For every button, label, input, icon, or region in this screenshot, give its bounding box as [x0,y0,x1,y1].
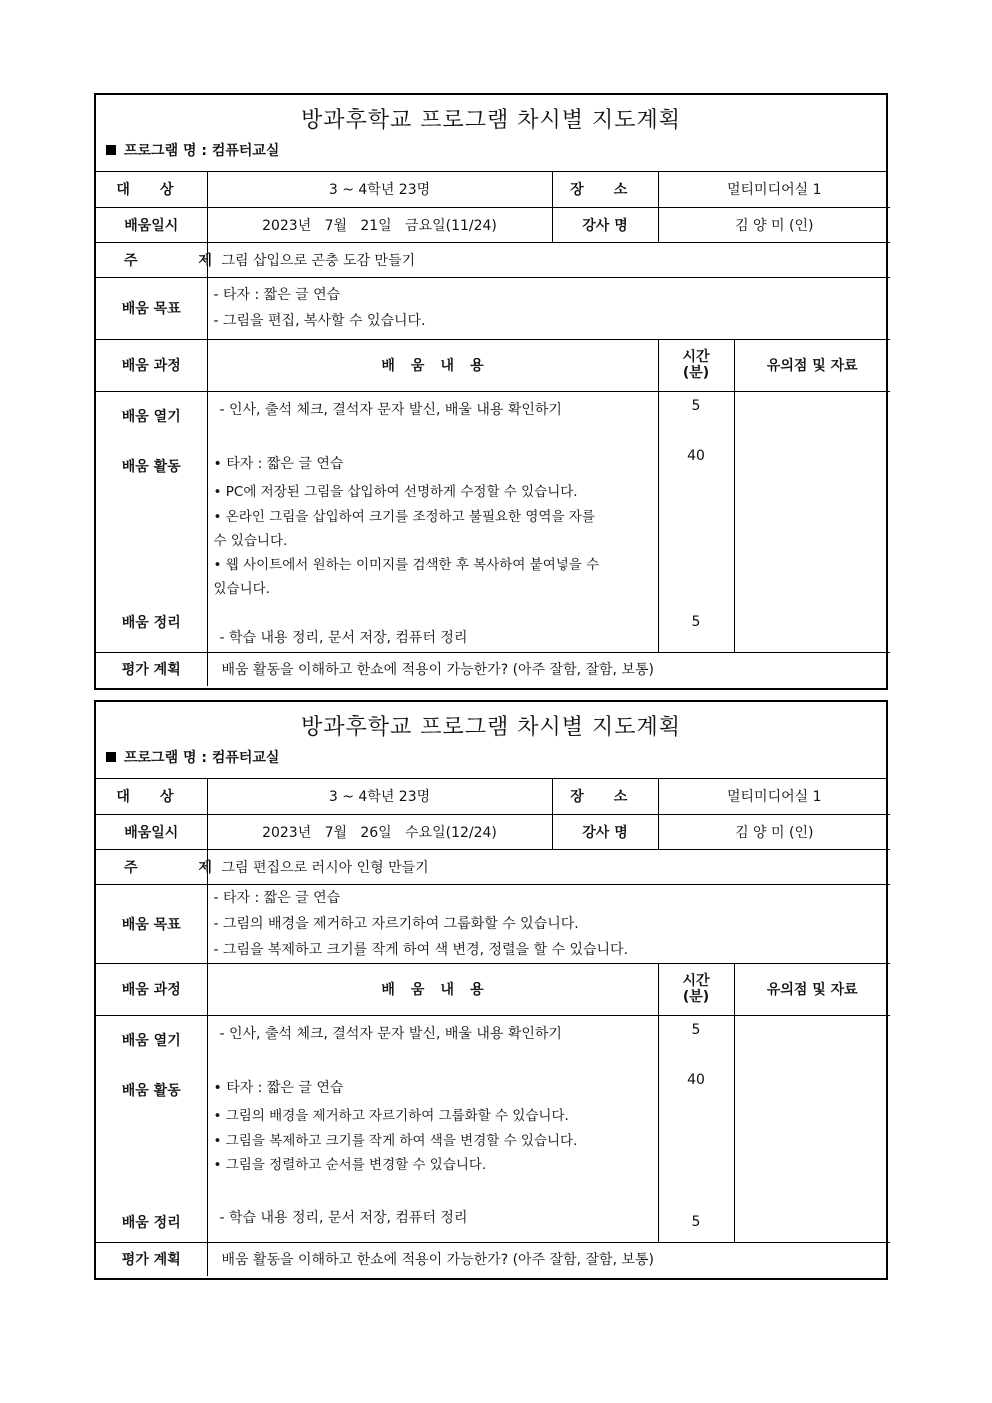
open-content: - 인사, 출석 체크, 결석자 문자 발신, 배울 내용 확인하기 [219,401,562,418]
place-value: 멀티미디어실 1 [658,779,890,814]
time-label: 시간 (분) [658,963,734,1015]
topic-label: 주 제 [96,849,207,884]
date-value: 2023년 7월 21일 금요일(11/24) [207,207,552,242]
stage-close: 배움 정리 [121,1214,181,1231]
place-label: 장 소 [552,172,658,207]
activity-item: • 타자 : 짧은 글 연습 [213,455,344,472]
teacher-label: 강사 명 [552,207,658,242]
topic-value: 그림 편집으로 러시아 인형 만들기 [207,849,890,884]
time-close: 5 [691,613,701,630]
plan-title: 방과후학교 프로그램 차시별 지도계획 [300,715,681,740]
activity-item: • 타자 : 짧은 글 연습 [213,1079,344,1096]
square-bullet-icon [106,752,116,762]
content-label: 배 움 내 용 [207,339,658,391]
square-bullet-icon [106,145,116,155]
close-content: - 학습 내용 정리, 문서 저장, 컴퓨터 정리 [219,1209,468,1226]
plan-title: 방과후학교 프로그램 차시별 지도계획 [300,108,681,133]
target-value: 3 ~ 4학년 23명 [207,172,552,207]
goal-item: - 그림을 편집, 복사할 수 있습니다. [213,313,426,329]
target-label: 대 상 [96,779,207,814]
goal-item: - 타자 : 짧은 글 연습 [213,889,341,906]
target-label: 대 상 [96,172,207,207]
time-label: 시간 (분) [658,339,734,391]
goal-list [207,277,890,339]
lesson-plan-2 [94,700,888,1280]
stage-open: 배움 열기 [121,1032,181,1049]
content-column [207,1015,658,1242]
notes-label: 유의점 및 자료 [734,963,890,1015]
plan-header [96,702,886,779]
time-activity: 40 [687,447,705,464]
time-open: 5 [691,397,701,414]
stage-activity: 배움 활동 [121,1082,181,1099]
program-name: 프로그램 명 : 컴퓨터교실 [96,738,886,778]
time-column [658,1015,734,1242]
time-open: 5 [691,1021,701,1038]
activity-item: • 웹 사이트에서 원하는 이미지를 검색한 후 복사하여 붙여넣을 수 [213,556,600,573]
date-label: 배움일시 [96,814,207,849]
plan-table [96,172,890,686]
notes-column [734,391,890,652]
place-label: 장 소 [552,779,658,814]
plan-header [96,95,886,172]
teacher-value: 김 양 미 (인) [658,814,890,849]
activity-item: • 그림의 배경을 제거하고 자르기하여 그룹화할 수 있습니다. [213,1107,569,1124]
stage-close: 배움 정리 [121,614,181,631]
time-activity: 40 [687,1071,705,1088]
process-label: 배움 과정 [96,963,207,1015]
notes-column [734,1015,890,1242]
goal-label: 배움 목표 [96,277,207,339]
eval-value: 배움 활동을 이해하고 한쇼에 적용이 가능한가? (아주 잘함, 잘함, 보통) [207,652,890,686]
date-label: 배움일시 [96,207,207,242]
activity-item: 있습니다. [213,580,270,597]
goal-item: - 그림을 복제하고 크기를 작게 하여 색 변경, 정렬을 할 수 있습니다. [213,941,629,958]
eval-value: 배움 활동을 이해하고 한쇼에 적용이 가능한가? (아주 잘함, 잘함, 보통) [207,1242,890,1276]
stages-column [96,1015,207,1242]
notes-label: 유의점 및 자료 [734,339,890,391]
time-column [658,391,734,652]
activity-item: • PC에 저장된 그림을 삽입하여 선명하게 수정할 수 있습니다. [213,483,578,500]
goal-item: - 그림의 배경을 제거하고 자르기하여 그룹화할 수 있습니다. [213,915,579,932]
topic-value: 그림 삽입으로 곤충 도감 만들기 [207,242,890,277]
teacher-value: 김 양 미 (인) [658,207,890,242]
goal-label: 배움 목표 [96,884,207,963]
stage-activity: 배움 활동 [121,458,181,475]
eval-label: 평가 계획 [96,652,207,686]
teacher-label: 강사 명 [552,814,658,849]
activity-item: 수 있습니다. [213,532,288,549]
goal-list [207,884,890,963]
stage-open: 배움 열기 [121,408,181,425]
target-value: 3 ~ 4학년 23명 [207,779,552,814]
activity-item: • 온라인 그림을 삽입하여 크기를 조정하고 불필요한 영역을 자를 [213,508,595,525]
process-label: 배움 과정 [96,339,207,391]
eval-label: 평가 계획 [96,1242,207,1276]
place-value: 멀티미디어실 1 [658,172,890,207]
activity-item: • 그림을 복제하고 크기를 작게 하여 색을 변경할 수 있습니다. [213,1132,578,1149]
lesson-plan-1 [94,93,888,690]
program-name: 프로그램 명 : 컴퓨터교실 [96,131,886,171]
open-content: - 인사, 출석 체크, 결석자 문자 발신, 배울 내용 확인하기 [219,1025,562,1042]
topic-label: 주 제 [96,242,207,277]
content-column [207,391,658,652]
content-label: 배 움 내 용 [207,963,658,1015]
activity-item: • 그림을 정렬하고 순서를 변경할 수 있습니다. [213,1156,487,1173]
date-value: 2023년 7월 26일 수요일(12/24) [207,814,552,849]
time-close: 5 [691,1213,701,1230]
close-content: - 학습 내용 정리, 문서 저장, 컴퓨터 정리 [219,629,468,646]
stages-column [96,391,207,652]
goal-item: - 타자 : 짧은 글 연습 [213,287,341,303]
plan-table [96,779,890,1276]
